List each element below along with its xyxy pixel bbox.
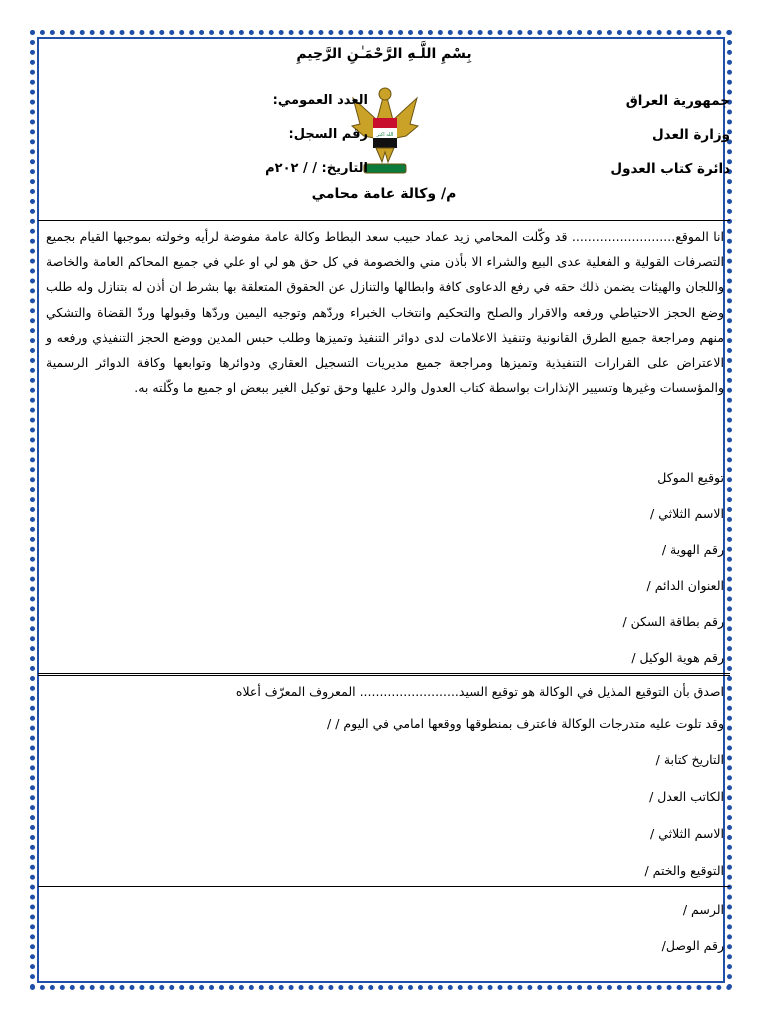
certification-line-1: اصدق بأن التوقيع المذيل في الوكالة هو توقيع السيد......................... المعروف المعرّف أعلاه	[235, 684, 724, 699]
principal-id-number-field: رقم الهوية /	[661, 542, 724, 557]
general-number-label: العدد العمومي:	[272, 93, 368, 108]
issuer-department: دائرة كتاب العدول	[610, 161, 730, 177]
reference-block	[188, 84, 368, 186]
notary-full-name-field: الاسم الثلاثي /	[650, 826, 724, 841]
receipt-number-field: رقم الوصل/	[661, 938, 724, 953]
principal-full-name-field: الاسم الثلاثي /	[650, 506, 724, 521]
notary-field: الكاتب العدل /	[649, 789, 724, 804]
date-in-words-field: التاريخ كتابة /	[655, 752, 724, 767]
divider	[38, 220, 730, 221]
power-of-attorney-text: انا الموقع.......................... قد وكّلت المحامي زيد عماد حبيب سعد البطاط وكالة عامة مفوضة لرأيه وخولته بموجبها القيام بجميع التصرفات القولية و الفعلية عدى البيع والشراء الا بأذن مني والخصومة في كل حق هو لي او علي في جميع المحاكم العامة والخاصة واللجان والهيئات يضمن ذلك حقه في رفع الدعاوى كافة وابطالها والتنازل عن الحقوق المتعلقة بها بشرط ان أذن له بتنازل وله طلب وضع الحجز الاحتياطي ورفعه والاقرار والصلح والتحكيم وانتخاب الخبراء وردّهم وتوجيه اليمين وردّها وقبولها وردّ القضاة والتشكي منهم ومراجعة جميع الطرق القانونية وتنفيذ الاعلامات لدى دوائر التنفيذ وتميزها وطلب حبس المدين ووضع الحجز التنفيذي ورفعه و الاعتراض على القرارات التنفيذية وتميزها ومراجعة جميع مديريات التسجيل العقاري ودوائرها وتوابعها وكافة الدوائر الرسمية والمؤسسات وغيرها وتسيير الإنذارات بواسطة كتاب العدول والرد عليها وحق توكيل الغير ببعض او جميع ما وكّلته به.	[46, 229, 724, 396]
permanent-address-field: العنوان الدائم /	[646, 578, 724, 593]
basmala: بِسْمِ اللَّـهِ الرَّحْمَـٰنِ الرَّحِيمِ	[296, 46, 472, 62]
issuer-country: جمهورية العراق	[625, 93, 730, 109]
document	[38, 36, 730, 990]
divider	[38, 886, 730, 887]
signature-and-stamp-field: التوقيع والختم /	[644, 863, 724, 878]
agent-id-number-field: رقم هوية الوكيل /	[631, 650, 724, 665]
issuer-block	[610, 84, 730, 186]
residence-card-number-field: رقم بطاقة السكن /	[622, 614, 724, 629]
date-label: التاريخ: / / ٢٠٢م	[265, 161, 368, 176]
section-divider	[38, 673, 730, 676]
issuer-ministry: وزارة العدل	[651, 127, 730, 143]
fee-field: الرسم /	[682, 902, 724, 917]
svg-text:الله اكبر: الله اكبر	[376, 132, 394, 138]
certification-line-2: وقد تلوت عليه متدرجات الوكالة فاعترف بمنطوقها ووقعها امامي في اليوم / /	[327, 716, 724, 731]
register-number-label: رقم السجل:	[288, 127, 368, 142]
principal-signature-field: توقيع الموكل	[657, 470, 724, 485]
document-title: م/ وكالة عامة محامي	[311, 186, 457, 202]
